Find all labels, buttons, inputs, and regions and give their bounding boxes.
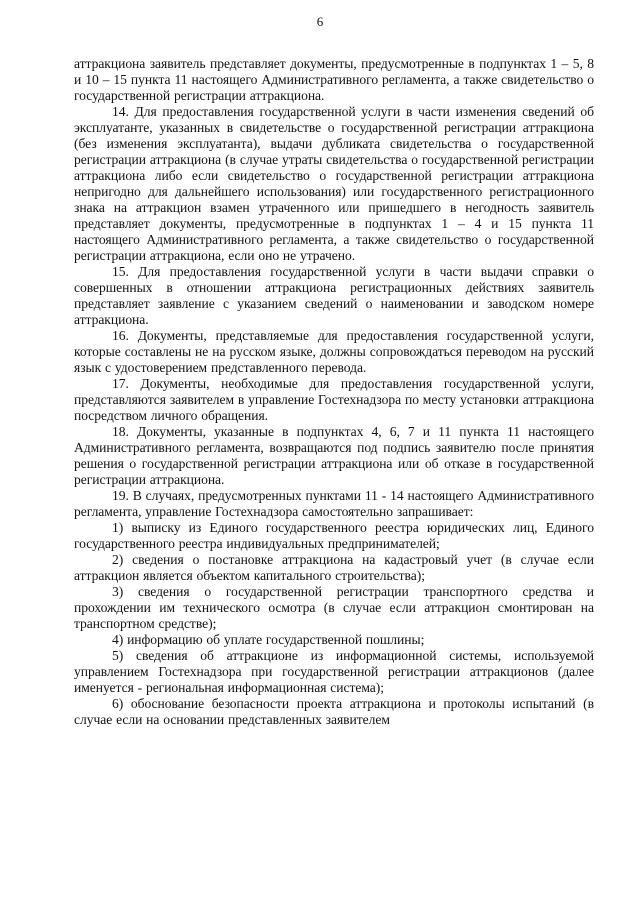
page-number: 6 <box>316 14 324 29</box>
paragraph-18: 18. Документы, указанные в подпунктах 4, 6, 7 и 11 пункта 11 настоящего Административного регламента, возвращаются под подпись заявителю после принятия решения о государственной регистрации аттракциона или об отказе в государственной регистрации аттракциона. <box>74 424 594 487</box>
list-item-2: 2) сведения о постановке аттракциона на кадастровый учет (в случае если аттракцион является объектом капитального строительства); <box>74 552 594 583</box>
paragraph-continuation: аттракциона заявитель представляет документы, предусмотренные в подпунктах 1 – 5, 8 и 10 – 15 пункта 11 настоящего Административного регламента, а также свидетельство о государственной регистрации аттракциона. <box>74 56 594 103</box>
list-item-3: 3) сведения о государственной регистрации транспортного средства и прохождении им технического осмотра (в случае если аттракцион смонтирован на транспортном средстве); <box>74 584 594 631</box>
list-item-1: 1) выписку из Единого государственного реестра юридических лиц, Единого государственного реестра индивидуальных предпринимателей; <box>74 520 594 551</box>
paragraph-17: 17. Документы, необходимые для предоставления государственной услуги, представляются заявителем в управление Гостехнадзора по месту установки аттракциона посредством личного обращения. <box>74 376 594 423</box>
paragraph-14: 14. Для предоставления государственной услуги в части изменения сведений об эксплуатанте, указанных в свидетельстве о государственной регистрации аттракциона (без изменения эксплуатанта), выдачи дубликата свидетельства о государственной регистрации аттракциона (в случае утраты свидетельства о государственной регистрации аттракциона либо если свидетельство о государственной регистрации аттракциона непригодно для дальнейшего использования) или государственного регистрационного знака на аттракцион взамен утраченного или пришедшего в негодность заявитель представляет документы, предусмотренные в подпунктах 1 – 4 и 15 пункта 11 настоящего Административного регламента, а также свидетельство о государственной регистрации аттракциона, если оно не утрачено. <box>74 104 594 263</box>
paragraph-19: 19. В случаях, предусмотренных пунктами 11 - 14 настоящего Административного регламента, управление Гостехнадзора самостоятельно запрашивает: <box>74 488 594 519</box>
list-item-4: 4) информацию об уплате государственной пошлины; <box>112 632 425 647</box>
document-body <box>74 56 594 728</box>
list-item-5: 5) сведения об аттракционе из информационной системы, используемой управлением Гостехнадзора при государственной регистрации аттракционов (далее именуется - региональная информационная система); <box>74 648 594 695</box>
paragraph-16: 16. Документы, представляемые для предоставления государственной услуги, которые составлены не на русском языке, должны сопровождаться переводом на русский язык с удостоверением представленного перевода. <box>74 328 594 375</box>
paragraph-15: 15. Для предоставления государственной услуги в части выдачи справки о совершенных в отношении аттракциона регистрационных действиях заявитель представляет заявление с указанием сведений о наименовании и заводском номере аттракциона. <box>74 264 594 327</box>
list-item-6: 6) обоснование безопасности проекта аттракциона и протоколы испытаний (в случае если на основании представленных заявителем <box>74 696 594 727</box>
